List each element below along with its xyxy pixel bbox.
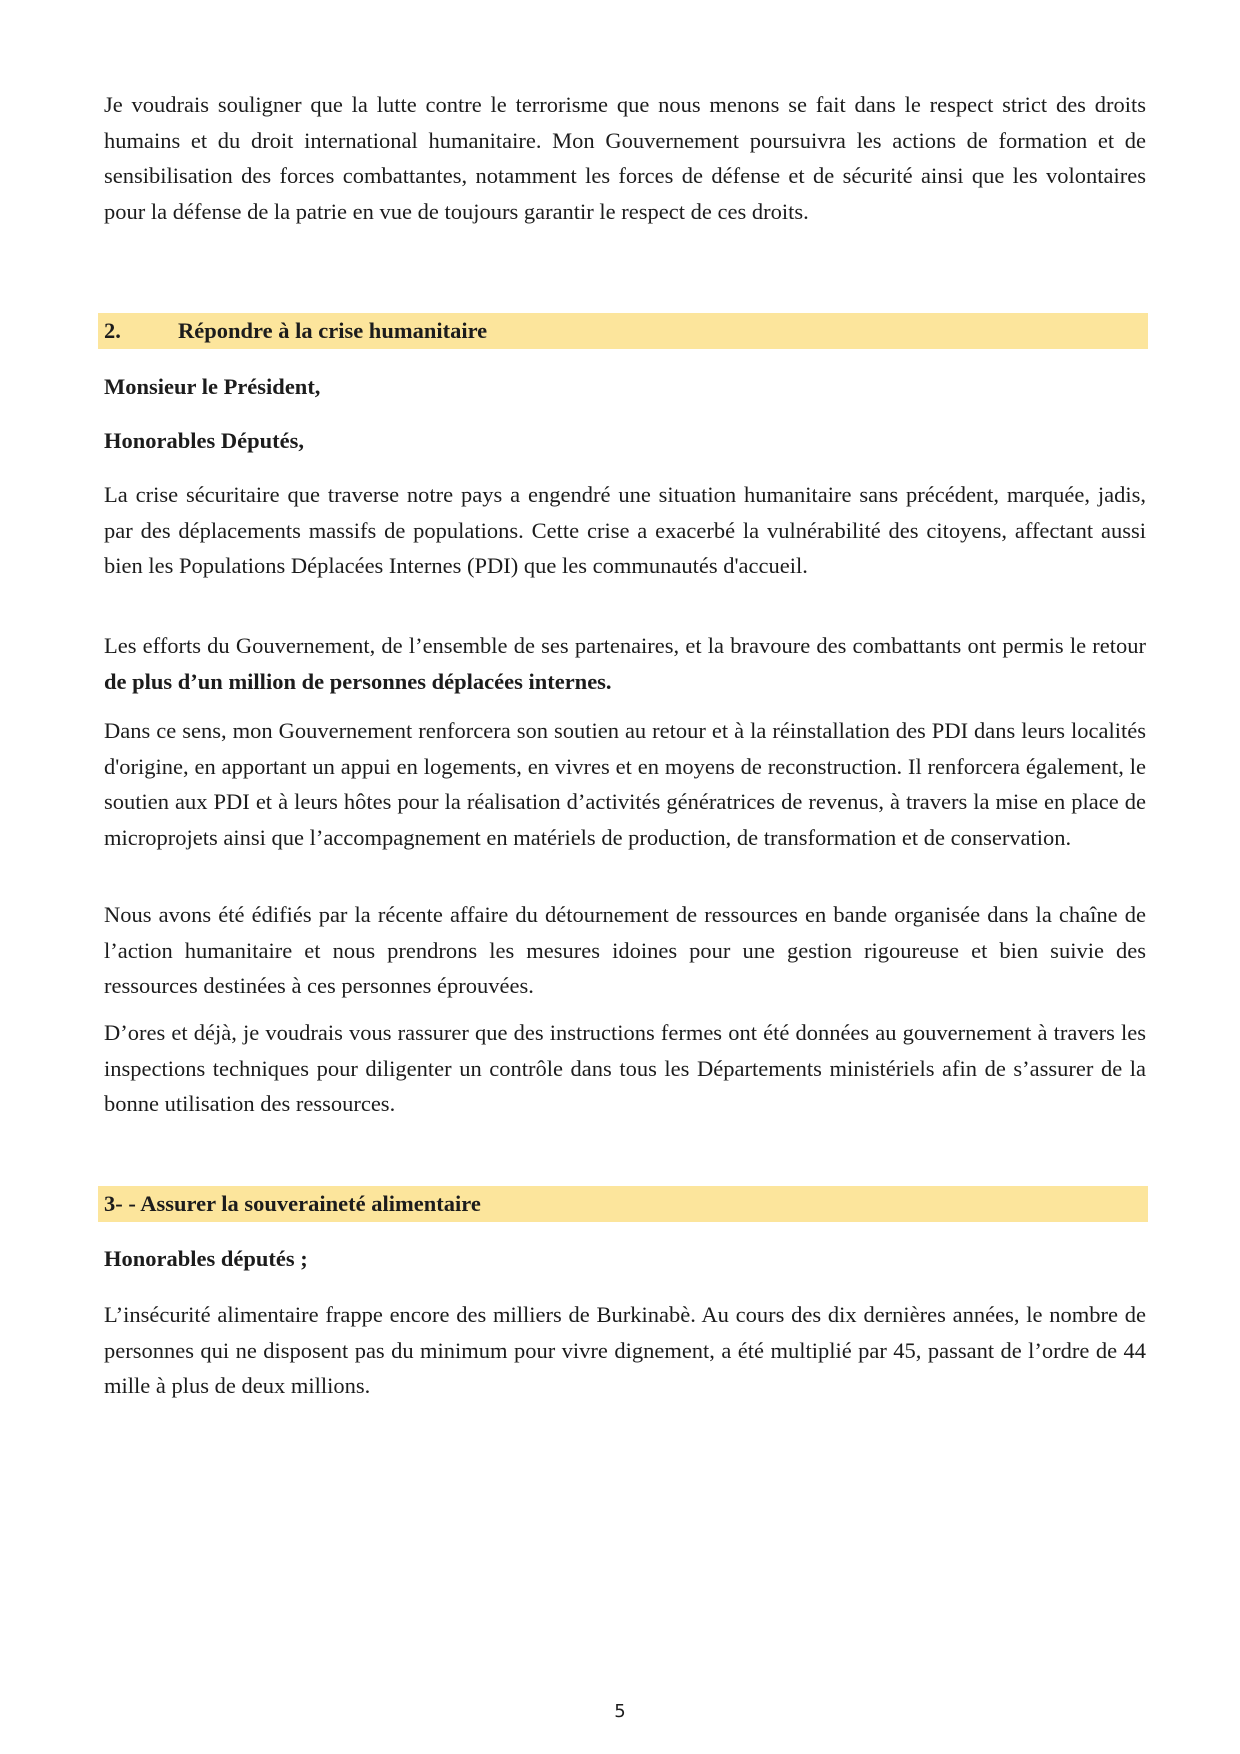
paragraph-human-rights: Je voudrais souligner que la lutte contre le terrorisme que nous menons se fait dans le respect strict des droits humains et du droit international humanitaire. Mon Gouvernement poursuivra les actions de formation et de sensibilisation des forces combattantes, notamment les forces de défense et de sécurité ainsi que les volontaires pour la défense de la patrie en vue de toujours garantir le respect de ces droits.: [104, 92, 1146, 224]
salutation-deputes: Honorables Députés,: [104, 428, 305, 453]
section-title: Répondre à la crise humanitaire: [178, 318, 488, 343]
salutation-president: Monsieur le Président,: [104, 374, 321, 399]
section-number: 2.: [104, 318, 121, 343]
paragraph-embezzlement: Nous avons été édifiés par la récente affaire du détournement de ressources en bande organisée dans la chaîne de l’action humanitaire et nous prendrons les mesures idoines pour une gestion rigoureuse et bien suivie des ressources destinées à ces personnes éprouvées.: [104, 902, 1146, 998]
section-title: 3- - Assurer la souveraineté alimentaire: [104, 1191, 481, 1216]
section-heading-food-sovereignty: [98, 1186, 1148, 1222]
salutation-deputes-lower: Honorables députés ;: [104, 1246, 308, 1271]
paragraph-food-insecurity: L’insécurité alimentaire frappe encore des milliers de Burkinabè. Au cours des dix dernières années, le nombre de personnes qui ne disposent pas du minimum pour vivre dignement, a été multiplié par 45, passant de l’ordre de 44 mille à plus de deux millions.: [104, 1302, 1146, 1398]
paragraph-reinstallation: Dans ce sens, mon Gouvernement renforcera son soutien au retour et à la réinstallation des PDI dans leurs localités d'origine, en apportant un appui en logements, en vivres et en moyens de reconstruction. Il renforcera également, le soutien aux PDI et à leurs hôtes pour la réalisation d’activités génératrices de revenus, à travers la mise en place de microprojets ainsi que l’accompagnement en matériels de production, de transformation et de conservation.: [104, 718, 1146, 850]
paragraph-humanitarian-crisis: La crise sécuritaire que traverse notre pays a engendré une situation humanitaire sans précédent, marquée, jadis, par des déplacements massifs de populations. Cette crise a exacerbé la vulnérabilité des citoyens, affectant aussi bien les Populations Déplacées Internes (PDI) que les communautés d'accueil.: [104, 482, 1146, 578]
page-number: 5: [614, 1701, 626, 1722]
paragraph-return-idp: [104, 628, 1146, 699]
section-heading-humanitarian: [98, 313, 1148, 349]
paragraph-instructions: D’ores et déjà, je voudrais vous rassurer que des instructions fermes ont été données au gouvernement à travers les inspections techniques pour diligenter un contrôle dans tous les Départements ministériels afin de s’assurer de la bonne utilisation des ressources.: [104, 1020, 1146, 1116]
paragraph-return-idp-text: Les efforts du Gouvernement, de l’ensemble de ses partenaires, et la bravoure des combattants ont permis le retour: [104, 633, 1146, 658]
paragraph-return-idp-highlight: de plus d’un million de personnes déplacées internes.: [104, 668, 612, 694]
